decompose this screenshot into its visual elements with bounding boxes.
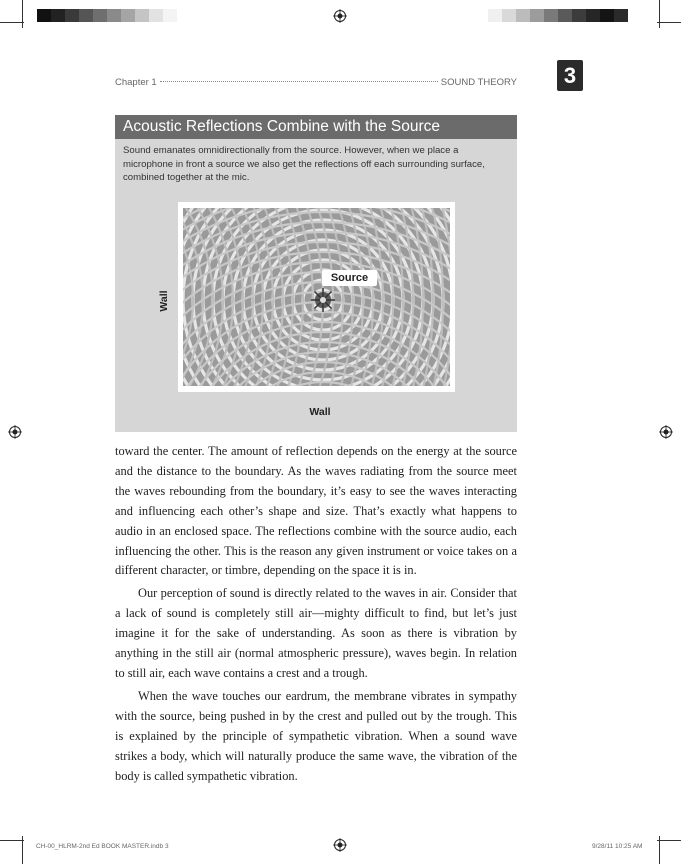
registration-mark-icon [659,425,673,439]
body-paragraph: Our perception of sound is directly related to the waves in air. Consider that a lack of sound is completely still air—mighty difficult to find, but let’s just imagine it for the sake of understanding. As soon as there is vibration by anything in the still air (normal atmospheric pressure), waves begin. In relation to still air, each wave contains a crest and a trough. [115,586,517,680]
wall-label-left: Wall [158,290,170,312]
crop-mark [0,22,24,23]
crop-mark [659,0,660,28]
chapter-tab: 3 [557,60,583,91]
running-header [115,77,517,88]
wall-label-bottom: Wall [309,406,331,418]
slug-filename: CH-00_HLRM-2nd Ed BOOK MASTER.indb 3 [36,843,169,850]
crop-mark [0,840,24,841]
wave-pattern-illustration [183,208,450,386]
section-label: SOUND THEORY [440,77,517,88]
header-leader-dots [160,81,438,82]
sidebar-title: Acoustic Reflections Combine with the Source [115,115,517,139]
source-label: Source [322,270,377,286]
sidebar-box [115,115,517,432]
crop-mark [657,22,681,23]
wave-reflection-figure [178,202,455,392]
sound-source-icon [311,288,335,312]
chapter-label: Chapter 1 [115,77,157,88]
registration-mark-icon [333,838,347,852]
color-calibration-strip-right [488,9,628,22]
body-paragraph: toward the center. The amount of reflection depends on the energy at the source and the distance to the boundary. As the waves radiating from the source meet the waves rebounding from the boundary, it’s easy to see the waves interacting and influencing each other’s shape and size. That’s exactly what happens to audio in an enclosed space. The reflections combine with the source audio, each influencing the other. This is the reason any given instrument or voice takes on a different character, or timbre, depending on the space it is in. [115,444,517,578]
slug-timestamp: 9/28/11 10:25 AM [592,843,643,850]
body-text [115,442,517,786]
registration-mark-icon [333,9,347,23]
crop-mark [657,840,681,841]
sidebar-caption: Sound emanates omnidirectionally from the source. However, when we place a microphone in front a source we also get the reflections off each surrounding surface, combined together at the mic. [123,145,485,183]
color-calibration-strip-left [37,9,177,22]
body-paragraph: When the wave touches our eardrum, the membrane vibrates in sympathy with the source, being pushed in by the crest and pulled out by the trough. This is explained by the principle of sympathetic vibration. When a sound wave strikes a body, which will naturally produce the same wave, the vibration of the body is called sympathetic vibration. [115,688,517,783]
crop-mark [22,0,23,28]
registration-mark-icon [8,425,22,439]
